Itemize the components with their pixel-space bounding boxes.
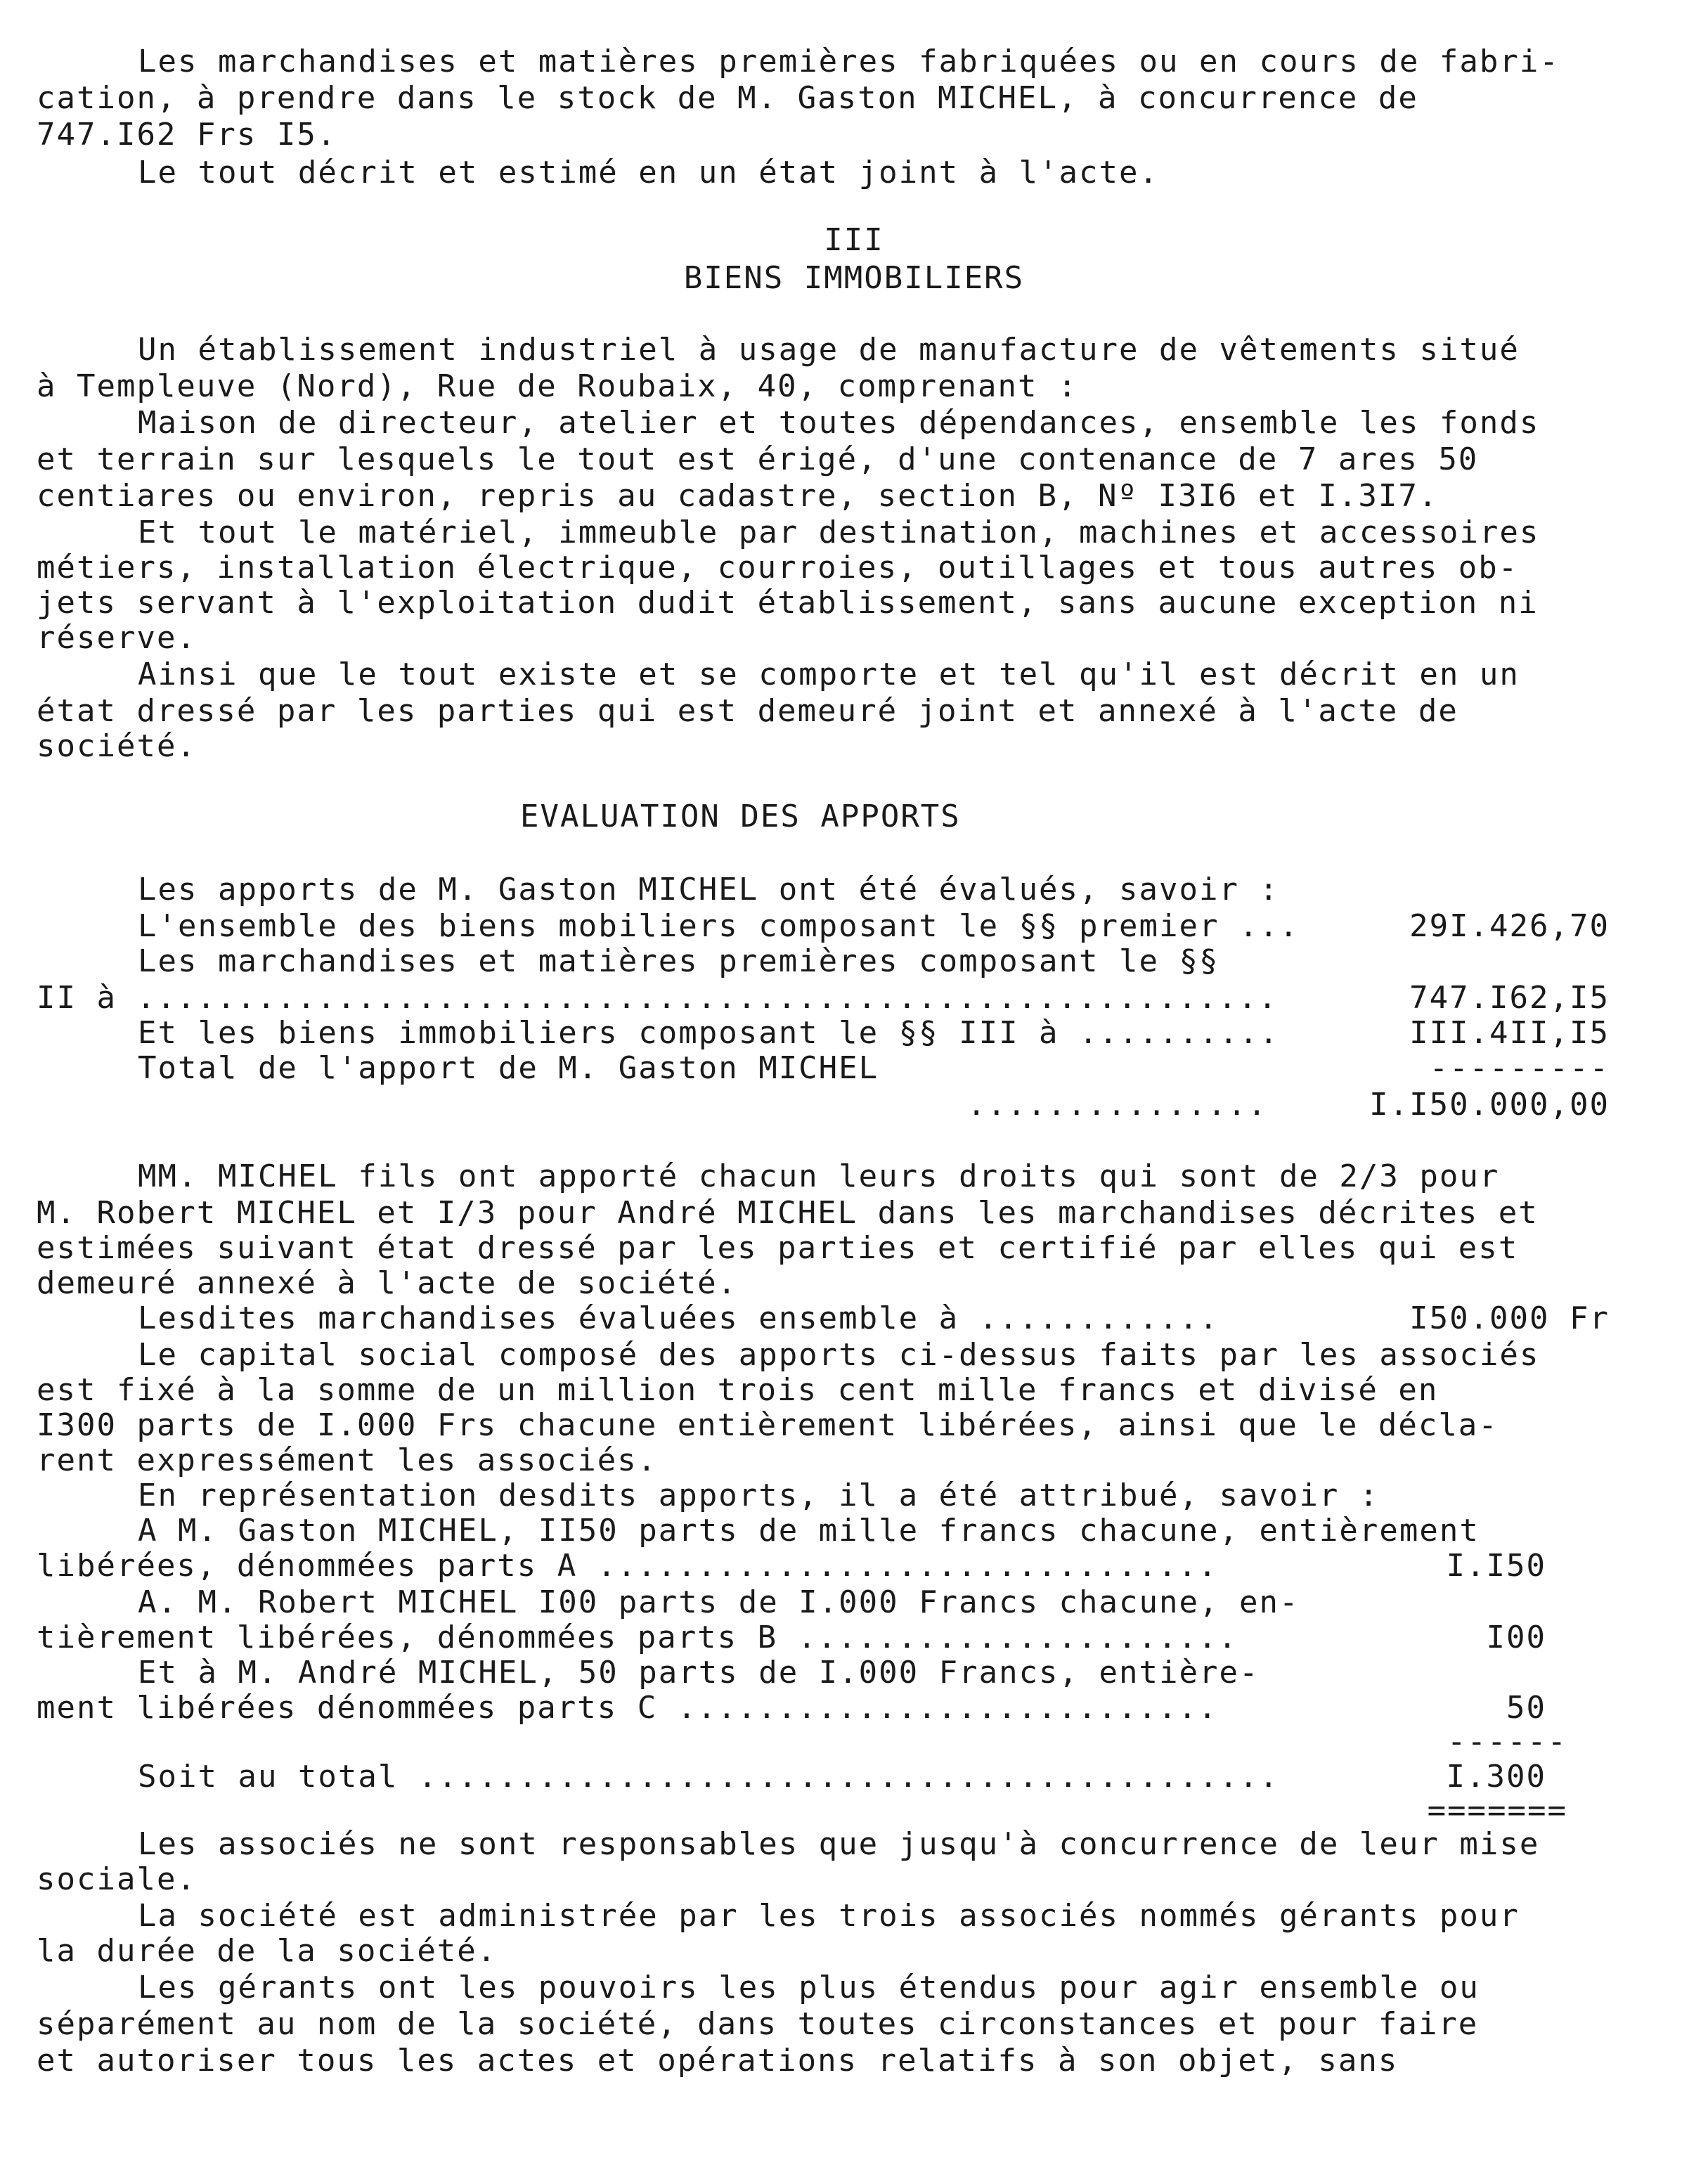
body-line: à Templeuve (Nord), Rue de Roubaix, 40, comprenant : <box>37 368 1078 404</box>
share-line: libérées, dénommées parts A ............................... <box>37 1548 1218 1584</box>
body-line: centiares ou environ, repris au cadastre, section B, Nº I3I6 et I.3I7. <box>37 478 1439 514</box>
body-line: La société est administrée par les trois associés nommés gérants pour <box>138 1898 1520 1934</box>
body-line: demeuré annexé à l'acte de société. <box>37 1265 738 1301</box>
body-line: est fixé à la somme de un million trois cent mille francs et divisé en <box>37 1372 1439 1408</box>
body-line: la durée de la société. <box>37 1933 498 1969</box>
share-line: A M. Gaston MICHEL, II50 parts de mille francs chacune, entièrement <box>138 1513 1480 1549</box>
share-value: 50 <box>1506 1690 1546 1726</box>
body-line: I300 parts de I.000 Frs chacune entièrement libérées, ainsi que le décla- <box>37 1407 1499 1443</box>
body-line: réserve. <box>37 620 197 656</box>
intro-line-2: cation, à prendre dans le stock de M. Gaston MICHEL, à concurrence de <box>37 80 1418 116</box>
body-line: Un établissement industriel à usage de manufacture de vêtements situé <box>138 332 1520 368</box>
body-line: état dressé par les parties qui est demeuré joint et annexé à l'acte de <box>37 693 1458 729</box>
body-line: Maison de directeur, atelier et toutes dépendances, ensemble les fonds <box>138 405 1540 441</box>
sum-rule: ------ <box>1447 1724 1567 1759</box>
body-line: M. Robert MICHEL et I/3 pour André MICHEL dans les marchandises décrites et <box>37 1195 1539 1231</box>
body-line: Ainsi que le tout existe et se comporte et tel qu'il est décrit en un <box>138 657 1520 692</box>
body-line: Et tout le matériel, immeuble par destination, machines et accessoires <box>138 515 1540 550</box>
attribution-intro: En représentation desdits apports, il a été attribué, savoir : <box>138 1478 1380 1513</box>
body-line: jets servant à l'exploitation dudit établissement, sans aucune exception ni <box>37 585 1539 621</box>
evaluation-total-label: Total de l'apport de M. Gaston MICHEL <box>138 1050 879 1086</box>
body-line: Le capital social composé des apports ci-dessus faits par les associés <box>138 1337 1540 1373</box>
body-line: métiers, installation électrique, courroies, outillages et tous autres ob- <box>37 550 1519 586</box>
total-value: I.300 <box>1446 1759 1546 1795</box>
evaluation-row-label: II à ......................................................... <box>37 980 1279 1016</box>
evaluation-total-value: I.I50.000,00 <box>1369 1087 1610 1123</box>
evaluation-row-label: L'ensemble des biens mobiliers composant le §§ premier ... <box>138 908 1300 944</box>
evaluation-row-value: 747.I62,I5 <box>1409 980 1610 1016</box>
body-line: sociale. <box>37 1861 197 1897</box>
body-line: société. <box>37 728 197 764</box>
intro-line-1: Les marchandises et matières premières fabriquées ou en cours de fabri- <box>138 44 1560 79</box>
body-line: Les gérants ont les pouvoirs les plus étendus pour agir ensemble ou <box>138 1970 1480 2005</box>
body-line: MM. MICHEL fils ont apporté chacun leurs droits qui sont de 2/3 pour <box>138 1158 1500 1194</box>
evaluation-title: EVALUATION DES APPORTS <box>520 799 961 834</box>
share-line: ment libérées dénommées parts C ........................... <box>37 1690 1218 1726</box>
evaluation-row-label: Les marchandises et matières premières composant le §§ <box>138 943 1219 979</box>
evaluation-total-rule: --------- <box>1429 1050 1610 1086</box>
goods-label: Lesdites marchandises évaluées ensemble à ............ <box>138 1300 1219 1336</box>
evaluation-intro: Les apports de M. Gaston MICHEL ont été évalués, savoir : <box>138 872 1279 907</box>
evaluation-row-value: III.4II,I5 <box>1409 1015 1610 1051</box>
share-line: A. M. Robert MICHEL I00 parts de I.000 Francs chacune, en- <box>138 1584 1300 1620</box>
body-line: estimées suivant état dressé par les parties et certifié par elles qui est <box>37 1230 1519 1266</box>
share-line: tièrement libérées, dénommées parts B ...................... <box>37 1620 1238 1655</box>
body-line: et autoriser tous les actes et opérations relatifs à son objet, sans <box>37 2043 1399 2079</box>
goods-value: I50.000 Fr <box>1409 1300 1610 1336</box>
body-line: rent expressément les associés. <box>37 1442 658 1478</box>
body-line: et terrain sur lesquels le tout est érigé, d'une contenance de 7 ares 50 <box>37 441 1479 477</box>
evaluation-total-dots: ............... <box>967 1087 1268 1123</box>
share-value: I00 <box>1486 1620 1546 1655</box>
intro-line-3: 747.I62 Frs I5. <box>37 117 337 153</box>
body-line: séparément au nom de la société, dans toutes circonstances et pour faire <box>37 2006 1479 2042</box>
section-numeral: III <box>824 222 884 258</box>
total-double-rule: ======= <box>1427 1792 1567 1828</box>
evaluation-row-label: Et les biens immobiliers composant le §§ III à .......... <box>138 1015 1279 1051</box>
intro-line-4: Le tout décrit et estimé en un état joint à l'acte. <box>138 155 1160 190</box>
body-line: Les associés ne sont responsables que jusqu'à concurrence de leur mise <box>138 1826 1540 1862</box>
section-title: BIENS IMMOBILIERS <box>683 260 1025 296</box>
evaluation-row-value: 29I.426,70 <box>1409 908 1610 944</box>
total-label: Soit au total ........................................... <box>138 1759 1279 1795</box>
share-value: I.I50 <box>1446 1548 1546 1584</box>
share-line: Et à M. André MICHEL, 50 parts de I.000 Francs, entière- <box>138 1655 1260 1691</box>
